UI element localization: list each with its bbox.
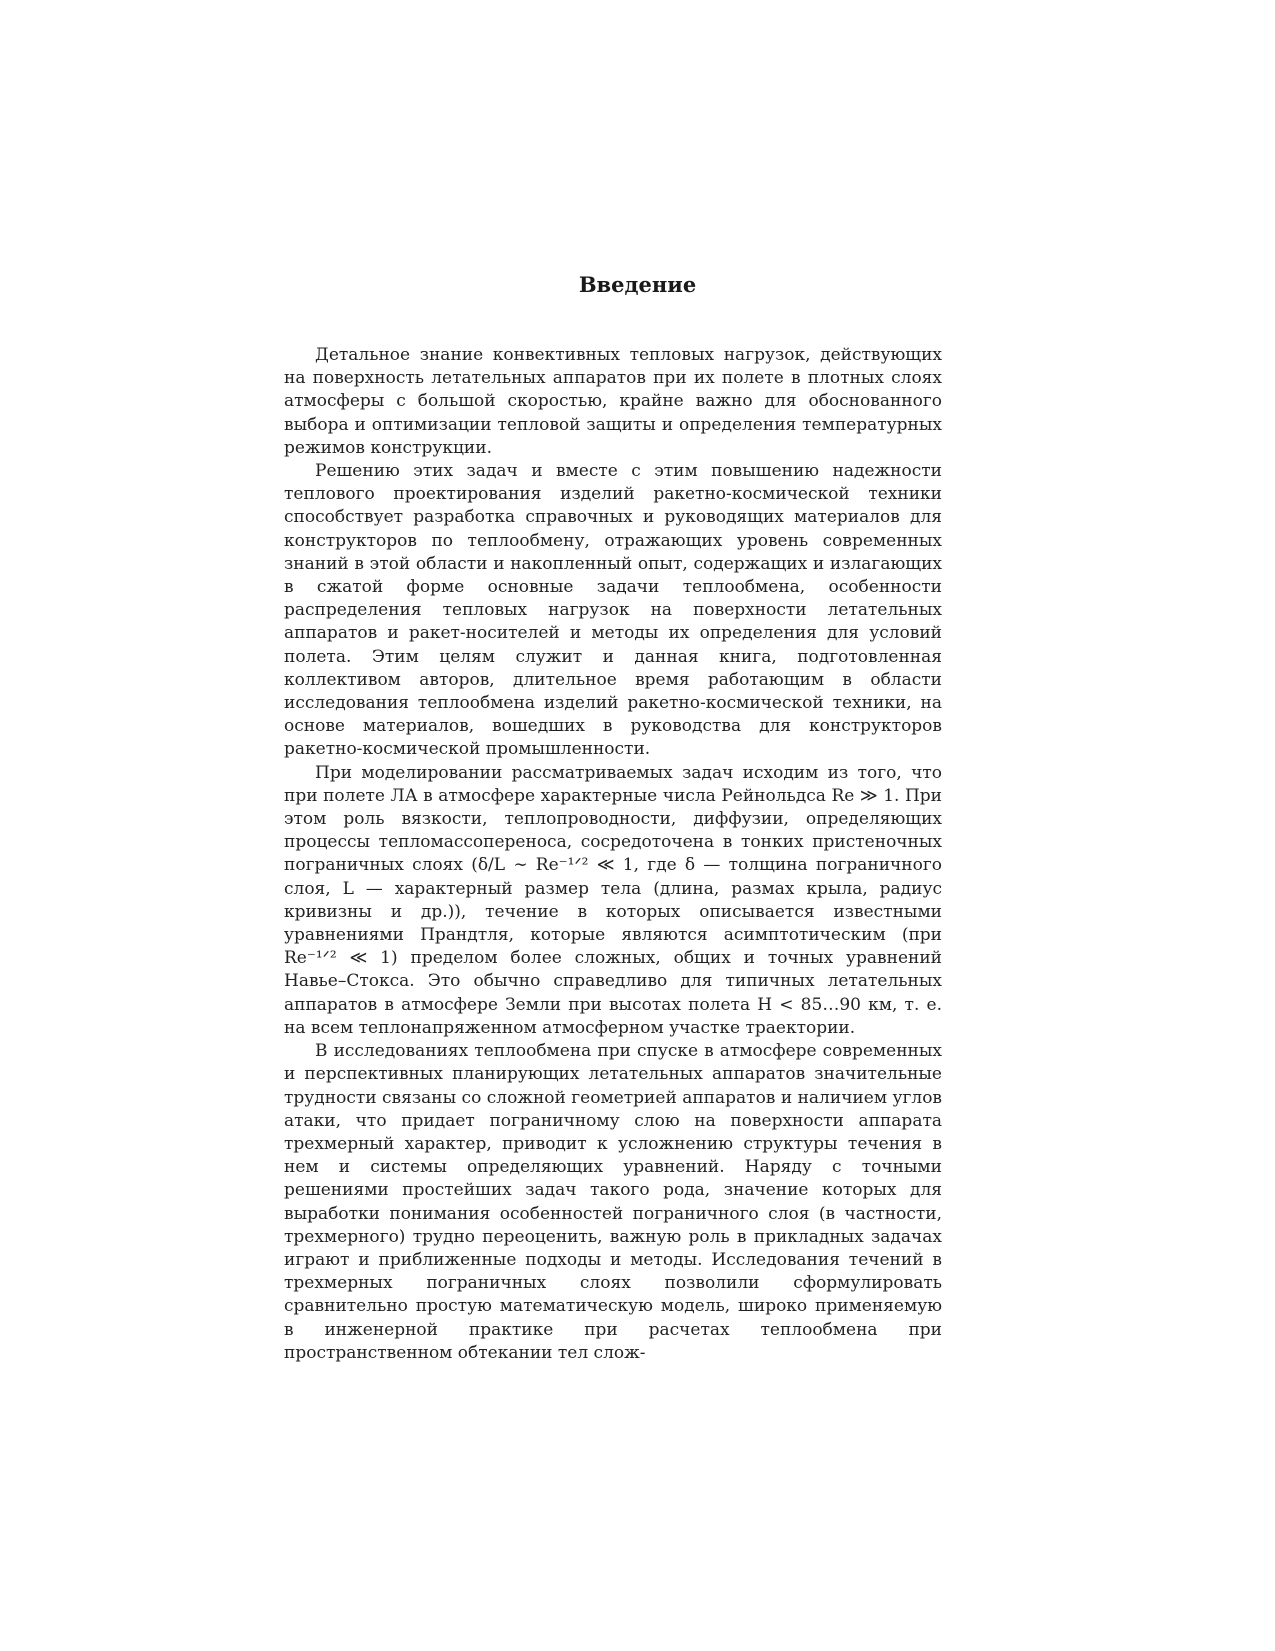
paragraph-2: Решению этих задач и вместе с этим повышению надежности теплового проектирования изделий ракетно-космической техники способствует разработка справочных и руководящих материалов для конструкторов по теплообмену, отражающих уровень современных знаний в этой области и накопленный опыт, содержащих и излагающих в сжатой форме основные задачи теплообмена, особенности распределения тепловых нагрузок на поверхности летательных аппаратов и ракет-носителей и методы их определения для условий полета. Этим целям служит и данная книга, подготовленная коллективом авторов, длительное время работающим в области исследования теплообмена изделий ракетно-космической техники, на основе материалов, вошедших в руководства для конструкторов ракетно-космической промышленности. <box>284 461 942 760</box>
page-title: Введение <box>578 272 697 297</box>
body-text <box>284 344 942 1365</box>
paragraph-3: При моделировании рассматриваемых задач исходим из того, что при полете ЛА в атмосфере характерные числа Рейнольдса Re ≫ 1. При этом роль вязкости, теплопроводности, диффузии, определяющих процессы тепломассопереноса, сосредоточена в тонких пристеночных пограничных слоях (δ/L ∼ Re⁻¹ᐟ² ≪ 1, где δ — толщина пограничного слоя, L — характерный размер тела (длина, размах крыла, радиус кривизны и др.)), течение в которых описывается известными уравнениями Прандтля, которые являются асимптотическим (при Re⁻¹ᐟ² ≪ 1) пределом более сложных, общих и точных уравнений Навье–Стокса. Это обычно справедливо для типичных летательных аппаратов в атмосфере Земли при высотах полета H < 85…90 км, т. е. на всем теплонапряженном атмосферном участке траектории. <box>284 762 942 1038</box>
paragraph-1: Детальное знание конвективных тепловых нагрузок, действующих на поверхность летательных аппаратов при их полете в плотных слоях атмосферы с большой скоростью, крайне важно для обоснованного выбора и оптимизации тепловой защиты и определения температурных режимов конструкции. <box>284 345 942 458</box>
paragraph-4: В исследованиях теплообмена при спуске в атмосфере современных и перспективных планирующих летательных аппаратов значительные трудности связаны со сложной геометрией аппаратов и наличием углов атаки, что придает пограничному слою на поверхности аппарата трехмерный характер, приводит к усложнению структуры течения в нем и системы определяющих уравнений. Наряду с точными решениями простейших задач такого рода, значение которых для выработки понимания особенностей пограничного слоя (в частности, трехмерного) трудно переоценить, важную роль в прикладных задачах играют и приближенные подходы и методы. Исследования течений в трехмерных пограничных слоях позволили сформулировать сравнительно простую математическую модель, широко применяемую в инженерной практике при расчетах теплообмена при пространственном обтекании тел слож- <box>284 1041 942 1363</box>
